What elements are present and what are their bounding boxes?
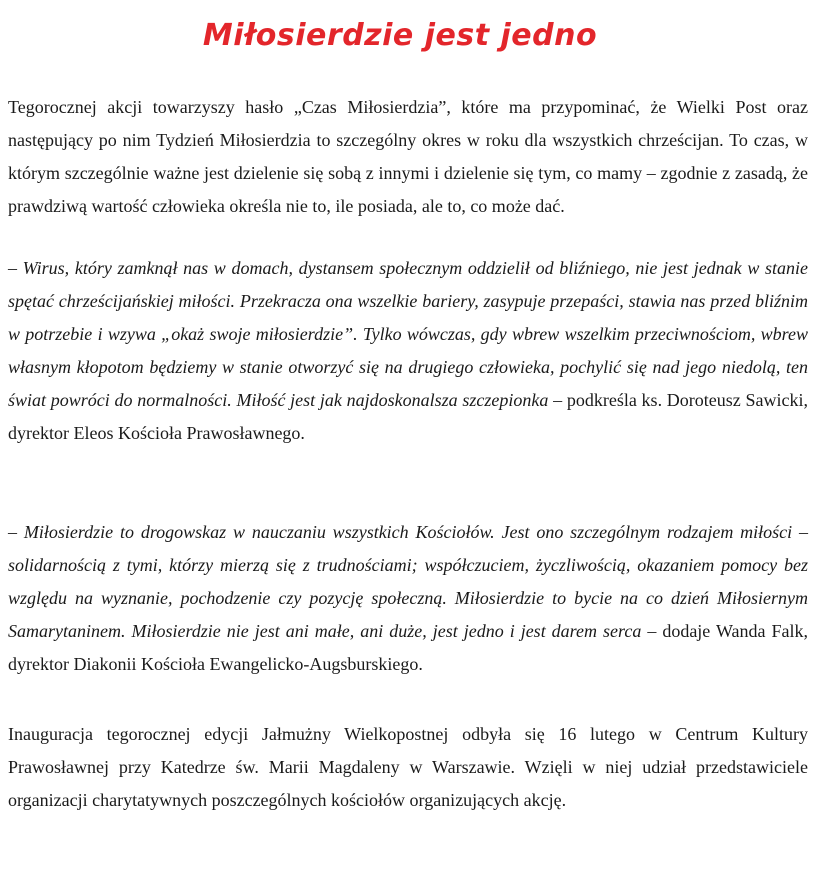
- quote-sawicki-text: – Wirus, który zamknął nas w domach, dystansem społecznym oddzielił od bliźniego, nie jest jednak w stanie spętać chrześcijańskiej miłości. Przekracza ona wszelkie bariery, zasypuje przepaści, stawia nas przed bliźnim w potrzebie i wzywa „okaż swoje miłosierdzie”. Tylko wówczas, gdy wbrew wszelkim przeciwnościom, wbrew własnym kłopotom będziemy w stanie otworzyć się na drugiego człowieka, pochylić się nad jego niedolą, ten świat powróci do normalności. Miłość jest jak najdoskonalsza szczepionka: [8, 258, 808, 410]
- paragraph-inauguration: Inauguracja tegorocznej edycji Jałmużny Wielkopostnej odbyła się 16 lutego w Centrum Kultury Prawosławnej przy Katedrze św. Marii Magdaleny w Warszawie. Wzięli w niej udział przedstawiciele organizacji charytatywnych poszczególnych kościołów organizujących akcję.: [8, 724, 808, 810]
- quote-sawicki-attribution: – podkreśla ks. Doroteusz Sawicki, dyrektor Eleos Kościoła Prawosławnego.: [8, 390, 809, 443]
- paragraph-quote-sawicki: [8, 252, 808, 450]
- article-title: Miłosierdzie jest jedno: [202, 18, 598, 53]
- quote-falk-text: – Miłosierdzie to drogowskaz w nauczaniu wszystkich Kościołów. Jest ono szczególnym rodzajem miłości – solidarnością z tymi, którzy mierzą się z trudnościami; współczuciem, życzliwością, okazaniem pomocy bez względu na wyznanie, pochodzenie czy pozycję społeczną. Miłosierdzie to bycie na co dzień Miłosiernym Samarytaninem. Miłosierdzie nie jest ani małe, ani duże, jest jedno i jest darem serca: [8, 522, 808, 641]
- quote-falk-attribution: – dodaje Wanda Falk, dyrektor Diakonii Kościoła Ewangelicko-Augsburskiego.: [8, 621, 808, 674]
- paragraph-quote-falk: [8, 516, 808, 681]
- paragraph-intro: Tegorocznej akcji towarzyszy hasło „Czas Miłosierdzia”, które ma przypominać, że Wielki Post oraz następujący po nim Tydzień Miłosierdzia to szczególny okres w roku dla wszystkich chrześcijan. To czas, w którym szczególnie ważne jest dzielenie się sobą z innymi i dzielenie się tym, co mamy – zgodnie z zasadą, że prawdziwą wartość człowieka określa nie to, ile posiada, ale to, co może dać.: [8, 97, 808, 216]
